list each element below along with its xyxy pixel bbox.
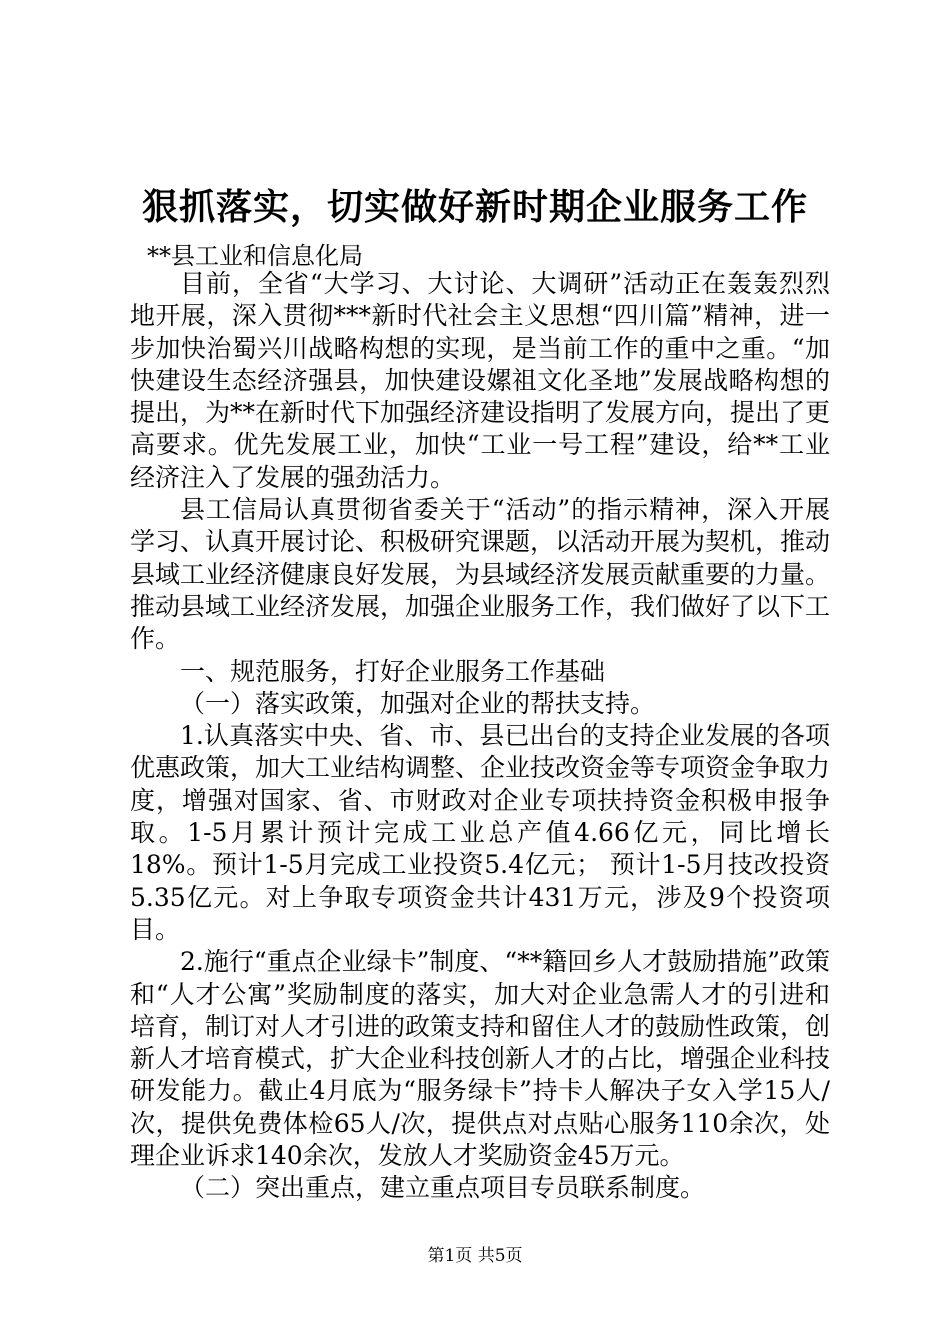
page-title: 狠抓落实，切实做好新时期企业服务工作 — [141, 186, 808, 228]
paragraph: 县工信局认真贯彻省委关于“活动”的指示精神，深入开展学习、认真开展讨论、积极研究课题，以活动开展为契机，推动县域工业经济健康良好发展，为县域经济发展贡献重要的力量。推动县域工业经济发展，加强企业服务工作，我们做好了以下工作。 — [130, 495, 831, 654]
subsection-heading: （一）落实政策，加强对企业的帮扶支持。 — [180, 688, 656, 718]
paragraph: 2.施行“重点企业绿卡”制度、“**籍回乡人才鼓励措施”政策和“人才公寓”奖励制度的落实，加大对企业急需人才的引进和培育，制订对人才引进的政策支持和留住人才的鼓励性政策，创新人才培育模式，扩大企业科技创新人才的占比，增强企业科技研发能力。截止4月底为“服务绿卡”持卡人解决子女入学15人/次，提供免费体检65人/次，提供点对点贴心服务110余次，处理企业诉求140余次，发放人才奖励资金45万元。 — [130, 947, 831, 1171]
author-line: **县工业和信息化局 — [147, 242, 363, 270]
paragraph: 1.认真落实中央、省、市、县已出台的支持企业发展的各项优惠政策，加大工业结构调整、企业技改资金等专项资金争取力度，增强对国家、省、市财政对企业专项扶持资金积极申报争取。1-5月累计预计完成工业总产值4.66亿元，同比增长18%。预计1-5月完成工业投资5.4亿元； 预计1-5月技改投资5.35亿元。对上争取专项资金共计431万元，涉及9个投资项目。 — [130, 721, 831, 944]
section-heading: 一、规范服务，打好企业服务工作基础 — [180, 656, 606, 686]
document-body — [130, 268, 830, 1205]
page-footer: 第1页 共5页 — [427, 1246, 523, 1266]
subsection-heading: （二）突出重点，建立重点项目专员联系制度。 — [180, 1173, 706, 1203]
paragraph: 目前，全省“大学习、大讨论、大调研”活动正在轰轰烈烈地开展，深入贯彻***新时代社会主义思想“四川篇”精神，进一步加快治蜀兴川战略构想的实现，是当前工作的重中之重。“加快建设生态经济强县，加快建设嫘祖文化圣地”发展战略构想的提出，为**在新时代下加强经济建设指明了发展方向，提出了更高要求。优先发展工业，加快“工业一号工程”建设，给**工业经济注入了发展的强劲活力。 — [130, 269, 831, 492]
